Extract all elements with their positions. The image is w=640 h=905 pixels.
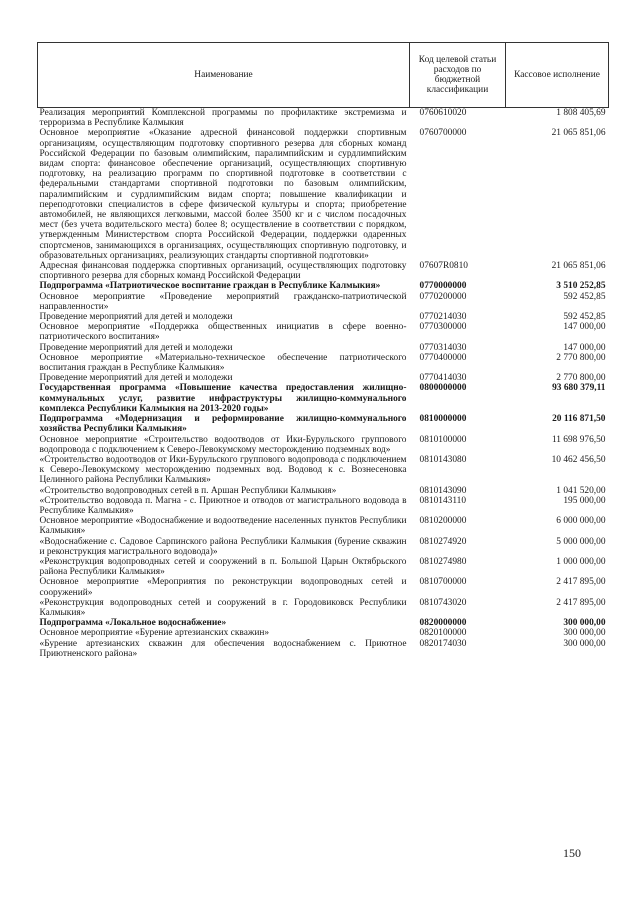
row-name: «Реконструкция водопроводных сетей и сооружений в г. Городовиковск Республики Калмыкия» xyxy=(39,597,407,618)
row-amount: 592 452,85 xyxy=(563,291,606,302)
row-code: 0770214030 xyxy=(419,312,467,323)
table-row xyxy=(38,128,609,261)
table-row xyxy=(38,455,609,486)
table-row xyxy=(38,516,609,536)
row-amount: 21 065 851,06 xyxy=(551,261,606,272)
table-row xyxy=(38,261,609,281)
row-amount: 195 000,00 xyxy=(563,495,606,506)
row-amount: 11 698 976,50 xyxy=(551,434,606,445)
row-amount: 5 000 000,00 xyxy=(556,536,606,547)
table-row xyxy=(38,435,609,455)
table-row xyxy=(38,281,609,291)
row-code: 07607R0810 xyxy=(419,261,468,272)
row-code: 0810143110 xyxy=(419,495,467,506)
row-name: «Бурение артезианских скважин для обеспечения водоснабжением с. Приютное Приютненского района» xyxy=(39,638,407,659)
row-name: Основное мероприятие «Мероприятия по реконструкции водопроводных сетей и сооружений» xyxy=(39,577,407,598)
row-name: Основное мероприятие «Водоснабжение и водоотведение населенных пунктов Республики Калмыкия» xyxy=(39,516,407,537)
row-amount: 2 770 800,00 xyxy=(556,352,606,363)
table-row xyxy=(38,353,609,373)
row-code: 0820100000 xyxy=(419,628,467,639)
table-row xyxy=(38,628,609,638)
table-row xyxy=(38,414,609,434)
row-amount: 592 452,85 xyxy=(563,312,606,323)
row-name: Проведение мероприятий для детей и молодежи xyxy=(39,312,233,323)
row-code: 0810000000 xyxy=(419,414,467,425)
table-row xyxy=(38,383,609,414)
row-amount: 147 000,00 xyxy=(563,342,606,353)
row-amount: 300 000,00 xyxy=(563,618,606,629)
row-name: Адресная финансовая поддержка спортивных организаций, осуществляющих подготовку спортивного резерва для сборных команд Российской Федерации xyxy=(39,261,407,282)
table-header xyxy=(38,43,609,108)
table-row xyxy=(38,343,609,353)
row-code: 0820000000 xyxy=(419,618,467,629)
row-amount: 1 041 520,00 xyxy=(556,485,606,496)
row-name: Подпрограмма «Модернизация и реформирование жилищно-коммунального хозяйства Республики Калмыкия» xyxy=(39,414,407,435)
row-name: Реализация мероприятий Комплексной программы по профилактике экстремизма и терроризма в Республике Калмыкия xyxy=(39,108,407,129)
row-code: 0760610020 xyxy=(419,108,467,118)
row-name: Основное мероприятие «Бурение артезианских скважин» xyxy=(39,628,270,639)
row-code: 0810143080 xyxy=(419,454,467,465)
row-name: «Строительство водопроводных сетей в п. Аршан Республики Калмыкия» xyxy=(39,485,337,496)
budget-execution-table xyxy=(37,42,609,659)
row-code: 0820174030 xyxy=(419,638,467,649)
header-code: Код целевой статьи расходов по бюджетной классификации xyxy=(410,43,506,108)
row-code: 0810143090 xyxy=(419,485,467,496)
row-amount: 2 770 800,00 xyxy=(556,373,606,384)
row-name: Проведение мероприятий для детей и молодежи xyxy=(39,342,233,353)
row-code: 0810200000 xyxy=(419,516,467,527)
table-row xyxy=(38,537,609,557)
row-amount: 1 000 000,00 xyxy=(556,556,606,567)
row-name: «Водоснабжение с. Садовое Сарпинского района Республики Калмыкия (бурение скважин и реконструкция магистрального водовода)» xyxy=(39,536,407,557)
row-amount: 20 116 871,50 xyxy=(552,414,606,425)
row-name: «Строительство водоотводов от Ики-Бурульского группового водопровода с подключением к Северо-Левокумскому месторождению подземных вод. Водовод к с. Вознесеновка Целинного района Республики Калмыкия» xyxy=(39,454,407,486)
row-amount: 6 000 000,00 xyxy=(556,516,606,527)
row-code: 0770000000 xyxy=(419,281,467,292)
table-row xyxy=(38,496,609,516)
header-amount: Кассовое исполнение xyxy=(506,43,609,108)
row-amount: 2 417 895,00 xyxy=(556,577,606,588)
row-name: «Строительство водовода п. Магна - с. Приютное и отводов от магистрального водовода в Республике Калмыкия» xyxy=(39,495,407,516)
row-name: Основное мероприятие «Оказание адресной финансовой поддержки спортивным организациям, осуществляющим подготовку спортивного резерва для сборных команд Российской Федерации по базовым олимпийским, паралимпийским и сурдлимпийским видам спорта: финансовое обеспечение организаций, осуществляющих спортивную подготовку, на реализацию программ по спортивной подготовке в соответствии с федеральными стандартами спортивной подготовки по базовым олимпийским, паралимпийским и сурдлимпийским видам спорта; повышение квалификации и переподготовки специалистов в сфере физической культуры и спорта; приобретение автомобилей, не являющихся легковыми, массой более 3500 кг и с числом посадочных мест (без учета водительского места) более 8; осуществление в соответствии с порядком, утвержденным Министерством спорта Российской Федерации, поддержки одаренных спортсменов, занимающихся в организациях, осуществляющих спортивную подготовку, и образовательных организациях, реализующих стандарты спортивной подготовки» xyxy=(39,128,407,261)
row-name: Основное мероприятие «Поддержка общественных инициатив в сфере военно-патриотического воспитания» xyxy=(39,322,407,343)
table-row xyxy=(38,373,609,383)
row-code: 0770314030 xyxy=(419,342,467,353)
page-number: 150 xyxy=(563,846,581,860)
table-row xyxy=(38,322,609,342)
row-code: 0770414030 xyxy=(419,373,467,384)
row-code: 0810100000 xyxy=(419,434,467,445)
table-body xyxy=(38,108,609,659)
table-row xyxy=(38,312,609,322)
row-code: 0760700000 xyxy=(419,128,467,139)
row-amount: 3 510 252,85 xyxy=(556,281,606,292)
row-amount: 300 000,00 xyxy=(563,638,606,649)
table-row xyxy=(38,108,609,129)
table-row xyxy=(38,639,609,659)
row-code: 0770400000 xyxy=(419,352,467,363)
row-name: Основное мероприятие «Проведение мероприятий гражданско-патриотической направленности» xyxy=(39,291,407,312)
row-name: «Реконструкция водопроводных сетей и сооружений в п. Большой Царын Октябрьского района Республики Калмыкия» xyxy=(39,556,407,578)
row-name: Проведение мероприятий для детей и молодежи xyxy=(39,373,233,384)
header-name: Наименование xyxy=(38,43,410,108)
row-amount: 93 680 379,11 xyxy=(552,383,606,394)
row-amount: 300 000,00 xyxy=(563,628,606,639)
row-amount: 2 417 895,00 xyxy=(556,597,606,608)
row-amount: 147 000,00 xyxy=(563,322,606,333)
row-code: 0800000000 xyxy=(419,383,467,394)
table-row xyxy=(38,598,609,618)
table-row xyxy=(38,486,609,496)
row-amount: 21 065 851,06 xyxy=(551,128,606,139)
row-name: Подпрограмма «Патриотическое воспитание граждан в Республике Калмыкия» xyxy=(39,281,381,292)
row-code: 0810743020 xyxy=(419,597,467,608)
row-name: Основное мероприятие «Материально-техническое обеспечение патриотического воспитания граждан в Республике Калмыкия» xyxy=(39,352,407,374)
row-name: Государственная программа «Повышение качества предоставления жилищно-коммунальных услуг, развитие инфраструктуры жилищно-коммунального комплекса Республики Калмыкия на 2013-2020 годы» xyxy=(39,383,407,414)
table-row xyxy=(38,577,609,597)
row-amount: 10 462 456,50 xyxy=(551,454,606,465)
row-code: 0770300000 xyxy=(419,322,467,333)
table-row xyxy=(38,292,609,312)
row-name: Подпрограмма «Локальное водоснабжение» xyxy=(39,618,227,629)
row-code: 0810274920 xyxy=(419,536,467,547)
row-code: 0810700000 xyxy=(419,577,467,588)
row-name: Основное мероприятие «Строительство водоотводов от Ики-Бурульского группового водопровода с подключением к Северо-Левокумскому месторождению подземных вод» xyxy=(39,434,407,455)
table-row xyxy=(38,557,609,577)
row-code: 0770200000 xyxy=(419,291,467,302)
row-amount: 1 808 405,69 xyxy=(556,108,606,118)
table-row xyxy=(38,618,609,628)
row-code: 0810274980 xyxy=(419,556,467,567)
